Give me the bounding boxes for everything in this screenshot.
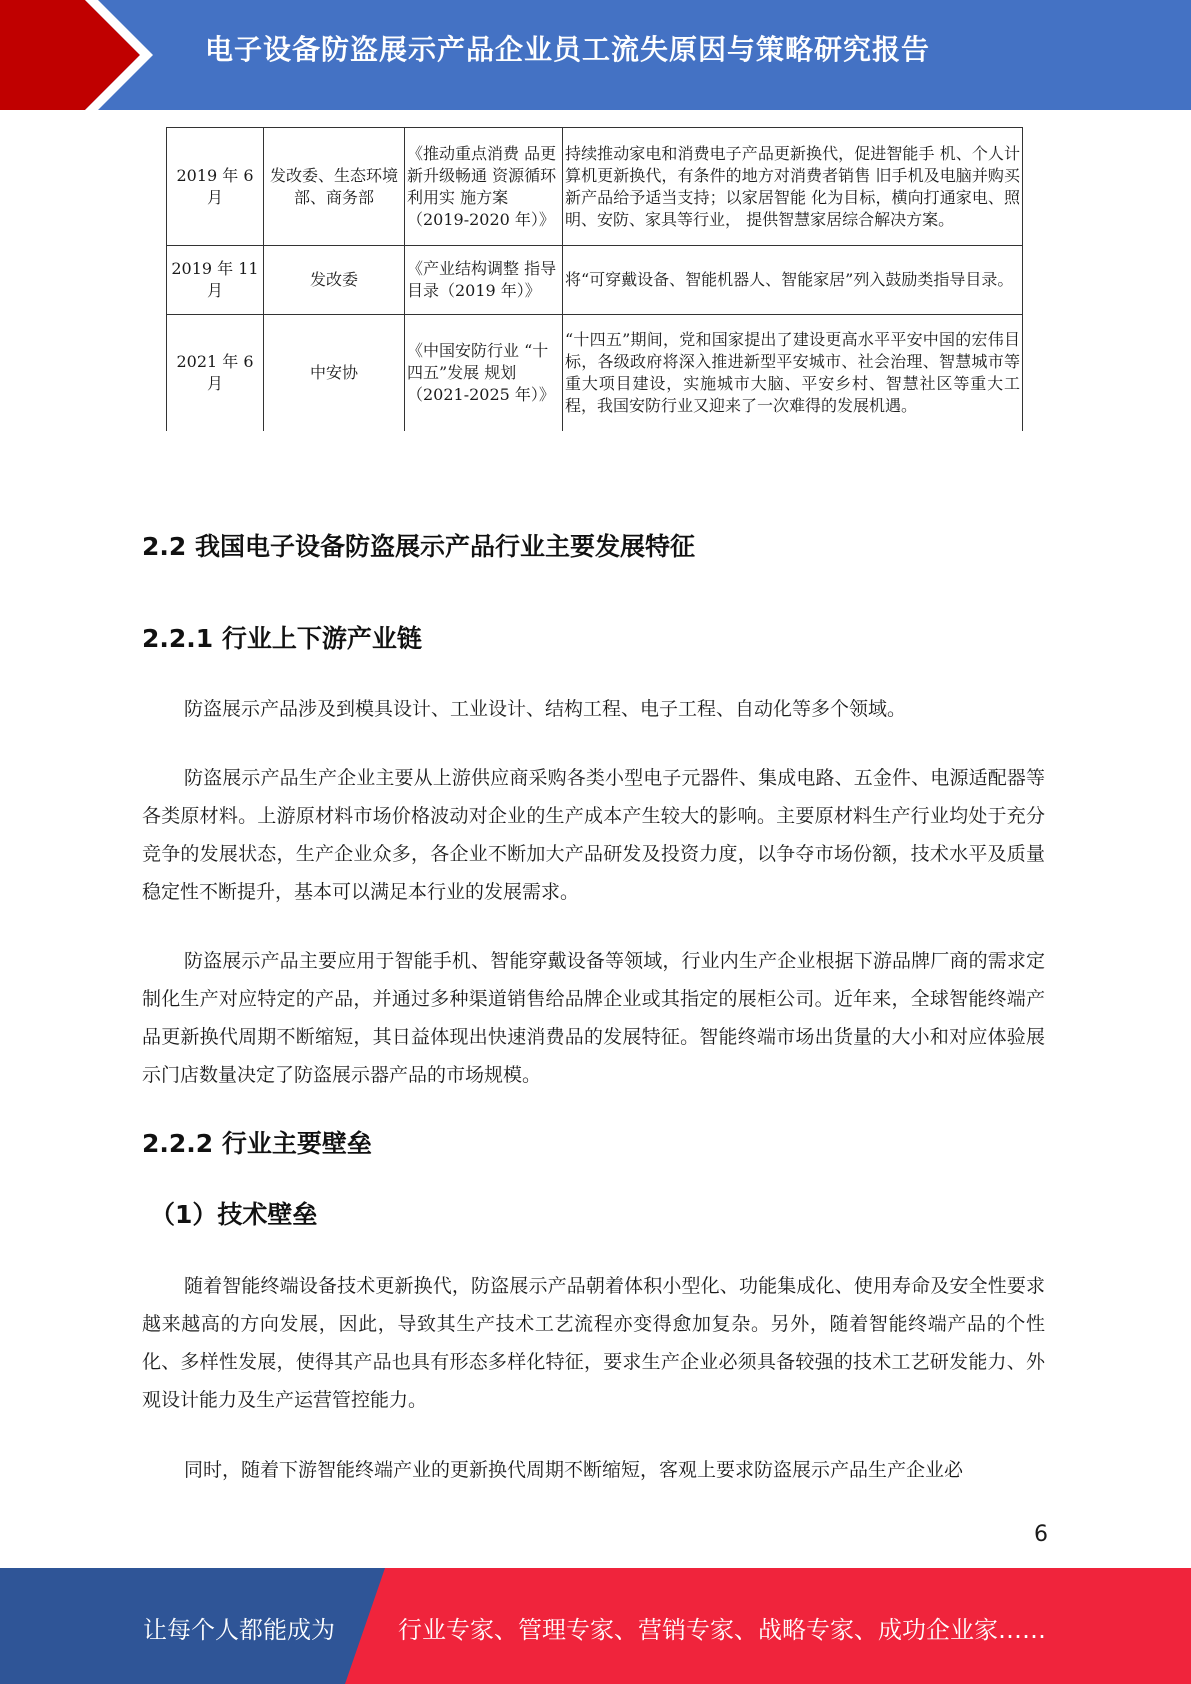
paragraph: 同时，随着下游智能终端产业的更新换代周期不断缩短，客观上要求防盗展示产品生产企业必 (184, 1459, 964, 1481)
footer-slogan-left: 让每个人都能成为 (143, 1616, 335, 1644)
table-cell-dept: 发改委、生态环境部、商务部 (264, 128, 405, 246)
table-cell-content: “十四五”期间，党和国家提出了建设更高水平平安中国的宏伟目标，各级政府将深入推进新型平安城市、社会治理、智慧城市等重大项目建设，实施城市大脑、平安乡村、智慧社区等重大工程，我国安防行业又迎来了一次难得的发展机遇。 (563, 315, 1023, 432)
paragraph: 防盗展示产品生产企业主要从上游供应商采购各类小型电子元器件、集成电路、五金件、电源适配器等各类原材料。上游原材料市场价格波动对企业的生产成本产生较大的影响。主要原材料生产行业均处于充分竞争的发展状态，生产企业众多，各企业不断加大产品研发及投资力度，以争夺市场份额，技术水平及质量稳定性不断提升，基本可以满足本行业的发展需求。 (142, 767, 1045, 903)
section-heading-2-2-2: 2.2.2 行业主要壁垒 (142, 1129, 372, 1158)
table-cell-content: 持续推动家电和消费电子产品更新换代，促进智能手 机、个人计算机更新换代，有条件的地方对消费者销售 旧手机及电脑并购买新产品给予适当支持；以家居智能 化为目标，横向打通家电、照明、安防、家具等行业， 提供智慧家居综合解决方案。 (563, 128, 1023, 246)
subheading-tech-barrier: （1）技术壁垒 (150, 1200, 318, 1229)
table-cell-doc: 《产业结构调整 指导目录（2019 年）》 (405, 246, 563, 315)
page-number: 6 (1034, 1522, 1048, 1547)
table-cell-doc: 《中国安防行业 “十四五”发展 规划（2021-2025 年）》 (405, 315, 563, 432)
report-title: 电子设备防盗展示产品企业员工流失原因与策略研究报告 (205, 33, 931, 66)
section-heading-2-2-1: 2.2.1 行业上下游产业链 (142, 624, 422, 653)
table-cell-content: 将“可穿戴设备、智能机器人、智能家居”列入鼓励类指导目录。 (563, 246, 1023, 315)
table-row (167, 315, 1023, 432)
paragraph: 防盗展示产品涉及到模具设计、工业设计、结构工程、电子工程、自动化等多个领域。 (184, 698, 907, 720)
table-row (167, 246, 1023, 315)
header-red-chevron (0, 0, 150, 110)
paragraph: 随着智能终端设备技术更新换代，防盗展示产品朝着体积小型化、功能集成化、使用寿命及安全性要求越来越高的方向发展，因此，导致其生产技术工艺流程亦变得愈加复杂。另外，随着智能终端产品的个性化、多样性发展，使得其产品也具有形态多样化特征，要求生产企业必须具备较强的技术工艺研发能力、外观设计能力及生产运营管控能力。 (142, 1275, 1045, 1411)
table-cell-dept: 发改委 (264, 246, 405, 315)
page-footer (0, 1568, 1191, 1684)
table-cell-date: 2019 年 11 月 (167, 246, 264, 315)
table-cell-dept: 中安协 (264, 315, 405, 432)
table-cell-doc: 《推动重点消费 品更新升级畅通 资源循环利用实 施方案（2019-2020 年）》 (405, 128, 563, 246)
table-row (167, 128, 1023, 246)
page-header (0, 0, 1191, 110)
paragraph: 防盗展示产品主要应用于智能手机、智能穿戴设备等领域，行业内生产企业根据下游品牌厂商的需求定制化生产对应特定的产品，并通过多种渠道销售给品牌企业或其指定的展柜公司。近年来，全球智能终端产品更新换代周期不断缩短，其日益体现出快速消费品的发展特征。智能终端市场出货量的大小和对应体验展示门店数量决定了防盗展示器产品的市场规模。 (142, 950, 1045, 1086)
policy-table (166, 127, 1023, 431)
footer-slogan-right: 行业专家、管理专家、营销专家、战略专家、成功企业家…… (398, 1616, 1046, 1644)
table-cell-date: 2019 年 6 月 (167, 128, 264, 246)
section-heading-2-2: 2.2 我国电子设备防盗展示产品行业主要发展特征 (142, 532, 695, 561)
table-cell-date: 2021 年 6 月 (167, 315, 264, 432)
